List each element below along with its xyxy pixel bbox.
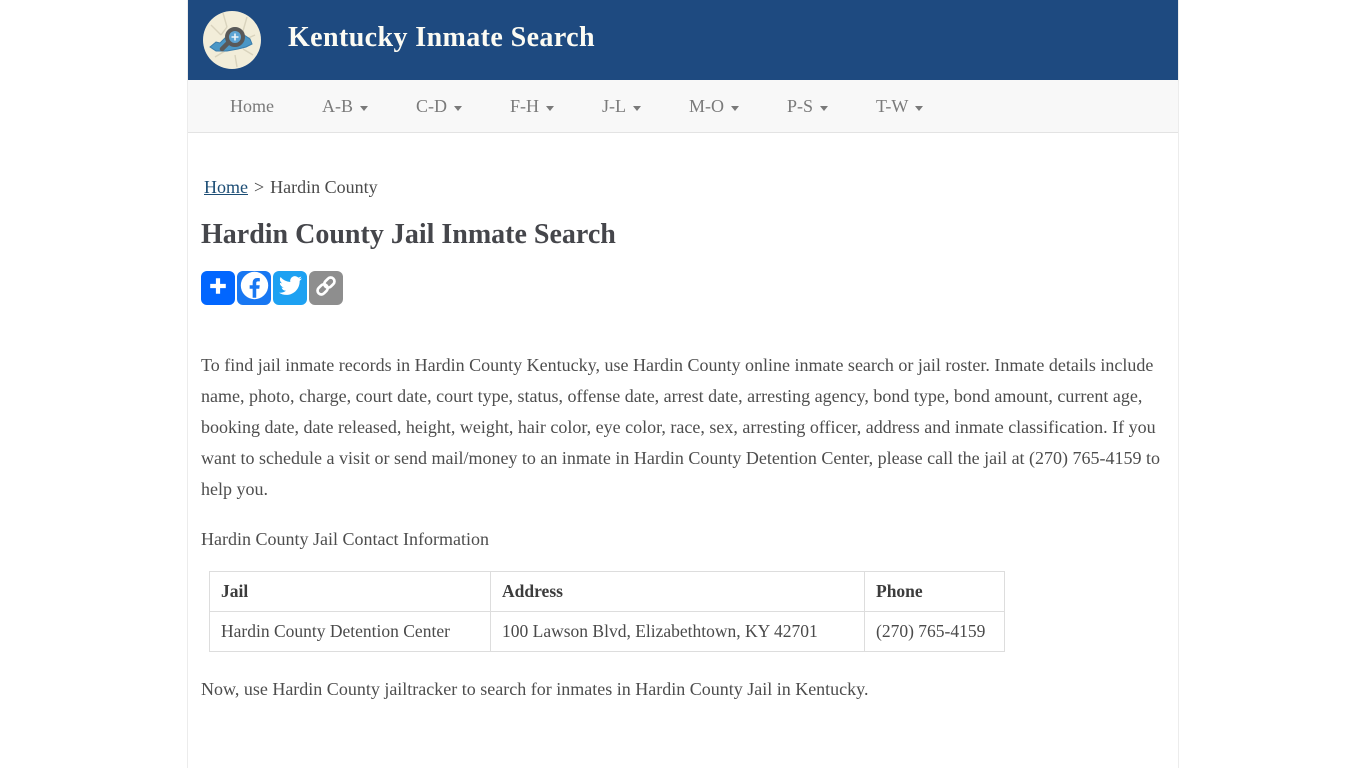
breadcrumb bbox=[204, 177, 1166, 198]
table-header-phone: Phone bbox=[865, 572, 1005, 612]
phone-cell: (270) 765-4159 bbox=[865, 612, 1005, 652]
table-row bbox=[210, 612, 1005, 652]
page-container bbox=[187, 0, 1179, 768]
table-header-address: Address bbox=[491, 572, 865, 612]
breadcrumb-separator: > bbox=[254, 177, 265, 197]
nav-item-j-l[interactable] bbox=[578, 96, 665, 117]
twitter-icon bbox=[279, 274, 302, 302]
nav-item-home[interactable] bbox=[206, 96, 298, 117]
twitter-share-button[interactable] bbox=[273, 271, 307, 305]
nav-item-a-b[interactable] bbox=[298, 96, 392, 117]
caret-down-icon bbox=[454, 106, 462, 111]
facebook-share-button[interactable] bbox=[237, 271, 271, 305]
nav-item-c-d[interactable] bbox=[392, 96, 486, 117]
nav-item-label: J-L bbox=[602, 95, 627, 116]
share-button[interactable] bbox=[201, 271, 235, 305]
plus-share-icon bbox=[207, 275, 229, 302]
link-chain-icon bbox=[314, 274, 338, 303]
site-title: Kentucky Inmate Search bbox=[288, 22, 595, 53]
caret-down-icon bbox=[360, 106, 368, 111]
kentucky-map-magnifier-icon bbox=[203, 11, 261, 69]
caret-down-icon bbox=[820, 106, 828, 111]
nav-item-label: M-O bbox=[689, 95, 725, 116]
site-header bbox=[188, 0, 1178, 80]
nav-item-label: A-B bbox=[322, 95, 353, 116]
nav-item-label: F-H bbox=[510, 95, 540, 116]
nav-item-f-h[interactable] bbox=[486, 96, 578, 117]
copy-link-button[interactable] bbox=[309, 271, 343, 305]
caret-down-icon bbox=[731, 106, 739, 111]
nav-item-t-w[interactable] bbox=[852, 96, 947, 117]
table-header-row bbox=[210, 572, 1005, 612]
intro-paragraph: To find jail inmate records in Hardin County Kentucky, use Hardin County online inmate search or jail roster. Inmate details include name, photo, charge, court date, court type, status, offense date, arrest date, arresting agency, bond type, bond amount, current age, booking date, date released, height, weight, hair color, eye color, race, sex, arresting officer, address and inmate classification. If you want to schedule a visit or send mail/money to an inmate in Hardin County Detention Center, please call the jail at (270) 765-4159 to help you. bbox=[201, 355, 1161, 499]
contact-table bbox=[209, 571, 1005, 652]
nav-item-label: T-W bbox=[876, 95, 909, 116]
nav-item-label: P-S bbox=[787, 95, 814, 116]
nav-item-label: C-D bbox=[416, 95, 447, 116]
contact-info-heading: Hardin County Jail Contact Information bbox=[201, 529, 489, 549]
main-nav bbox=[188, 80, 1178, 133]
closing-paragraph: Now, use Hardin County jailtracker to search for inmates in Hardin County Jail in Kentucky. bbox=[201, 679, 869, 699]
breadcrumb-home-link[interactable]: Home bbox=[204, 177, 248, 197]
nav-item-p-s[interactable] bbox=[763, 96, 852, 117]
table-header-jail: Jail bbox=[210, 572, 491, 612]
breadcrumb-current: Hardin County bbox=[270, 177, 378, 197]
nav-item-label: Home bbox=[230, 95, 274, 116]
nav-item-m-o[interactable] bbox=[665, 96, 763, 117]
address-cell: 100 Lawson Blvd, Elizabethtown, KY 42701 bbox=[491, 612, 865, 652]
facebook-icon bbox=[239, 270, 270, 306]
jail-name-cell: Hardin County Detention Center bbox=[210, 612, 491, 652]
page-title: Hardin County Jail Inmate Search bbox=[201, 219, 616, 250]
caret-down-icon bbox=[546, 106, 554, 111]
main-content bbox=[188, 177, 1178, 700]
caret-down-icon bbox=[915, 106, 923, 111]
share-buttons-row bbox=[201, 271, 1166, 305]
caret-down-icon bbox=[633, 106, 641, 111]
